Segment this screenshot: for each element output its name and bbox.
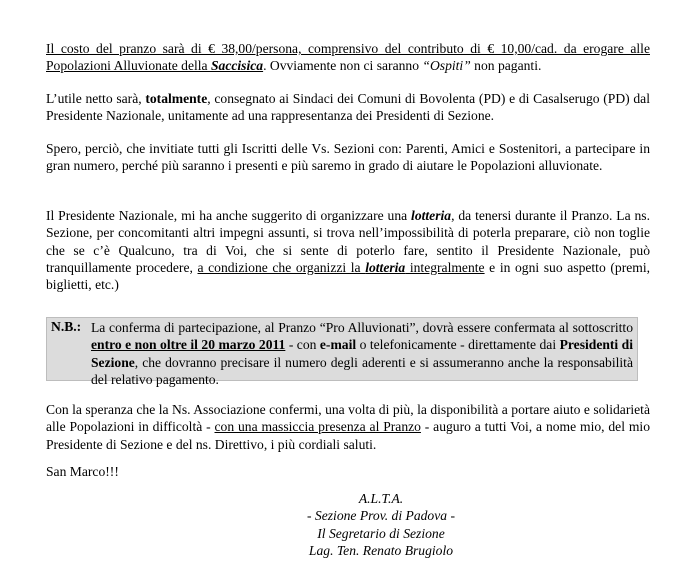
nb-text	[91, 319, 633, 388]
text: , che dovranno precisare il numero degli aderenti e si assumeranno anche la responsabilità del relativo pagamento.	[91, 354, 633, 387]
text: - auguro a tutti Voi, a nome mio, del mio Presidente di Sezione e del ns. Direttivo, i più cordiali saluti.	[46, 419, 650, 452]
text: L’utile netto sarà,	[46, 91, 146, 106]
presence-underlined: con una massiccia presenza al Pranzo	[214, 419, 421, 435]
text: o telefonicamente - direttamente dai	[356, 337, 560, 353]
saccisica-emphasis: Saccisica	[210, 58, 264, 74]
paragraph-cost	[46, 40, 650, 75]
nb-box	[46, 317, 638, 387]
signature-line-3: Il Segretario di Sezione	[317, 525, 445, 541]
text: , consegnato ai Sindaci dei Comuni di Bovolenta (PD) e di Casalserugo (PD) dal Presidente Nazionale, unitamente ad una rappresentanza dei Presidenti di Sezione.	[46, 91, 650, 124]
text: a condizione che organizzi la	[197, 259, 366, 275]
text: La conferma di partecipazione, al Pranzo “Pro Alluvionati”, dovrà essere confermata al sottoscritto	[91, 320, 633, 335]
presidenti-emphasis: Presidenti di Sezione	[91, 337, 634, 370]
paragraph-lottery	[46, 207, 650, 293]
totalmente-emphasis: totalmente	[145, 91, 208, 106]
text: e in ogni suo aspetto (premi, biglietti, etc.)	[46, 259, 650, 293]
signature-block	[271, 490, 491, 559]
text: integralmente	[405, 259, 485, 275]
signature-line-2: - Sezione Prov. di Padova -	[307, 508, 455, 524]
paragraph-invitation: Spero, perciò, che invitiate tutti gli Iscritti delle Vs. Sezioni con: Parenti, Amici e Sostenitori, a partecipare in gran numero, perché più saranno i presenti e più saremo in grado di aiutare le Popolazioni alluvionate.	[46, 141, 650, 174]
lotteria-emphasis-2: lotteria	[365, 259, 406, 275]
text: Il costo del pranzo sarà di € 38,00/persona, comprensivo del contributo di € 10,00/cad. da erogare alle Popolazioni Alluvionate della	[46, 41, 650, 74]
text: . Ovviamente non ci saranno	[263, 58, 423, 74]
deadline-emphasis: entro e non oltre il 20 marzo 2011	[91, 337, 286, 353]
signature-line-1: A.L.T.A.	[358, 491, 404, 506]
text: Il Presidente Nazionale, mi ha anche suggerito di organizzare una	[46, 208, 412, 223]
nb-label: N.B.:	[51, 319, 82, 334]
text: - con	[285, 337, 320, 353]
text: , da tenersi durante il Pranzo. La ns. Sezione, per concomitanti altri impegni assunti, si trova nell’impossibilità di poterla preparare, ciò non toglie che se c’è Qualcuno, tra di Voi, che si sente di poterlo fare, sentito il Presidente Nazionale, può tranquillamente procedere,	[46, 208, 650, 275]
ospiti-emphasis: “Ospiti”	[422, 58, 471, 74]
text: Con la speranza che la Ns. Associazione confermi, una volta di più, la disponibilità a portare aiuto e solidarietà alle Popolazioni in difficoltà -	[46, 402, 650, 435]
condition-underlined	[198, 260, 485, 275]
email-emphasis: e-mail	[319, 337, 357, 353]
signature-line-4: Lag. Ten. Renato Brugiolo	[308, 542, 454, 558]
text: non paganti.	[470, 58, 542, 74]
paragraph-proceeds	[46, 90, 650, 125]
lotteria-emphasis: lotteria	[411, 208, 452, 223]
paragraph-closing	[46, 401, 650, 453]
paragraph-greeting: San Marco!!!	[46, 464, 119, 479]
